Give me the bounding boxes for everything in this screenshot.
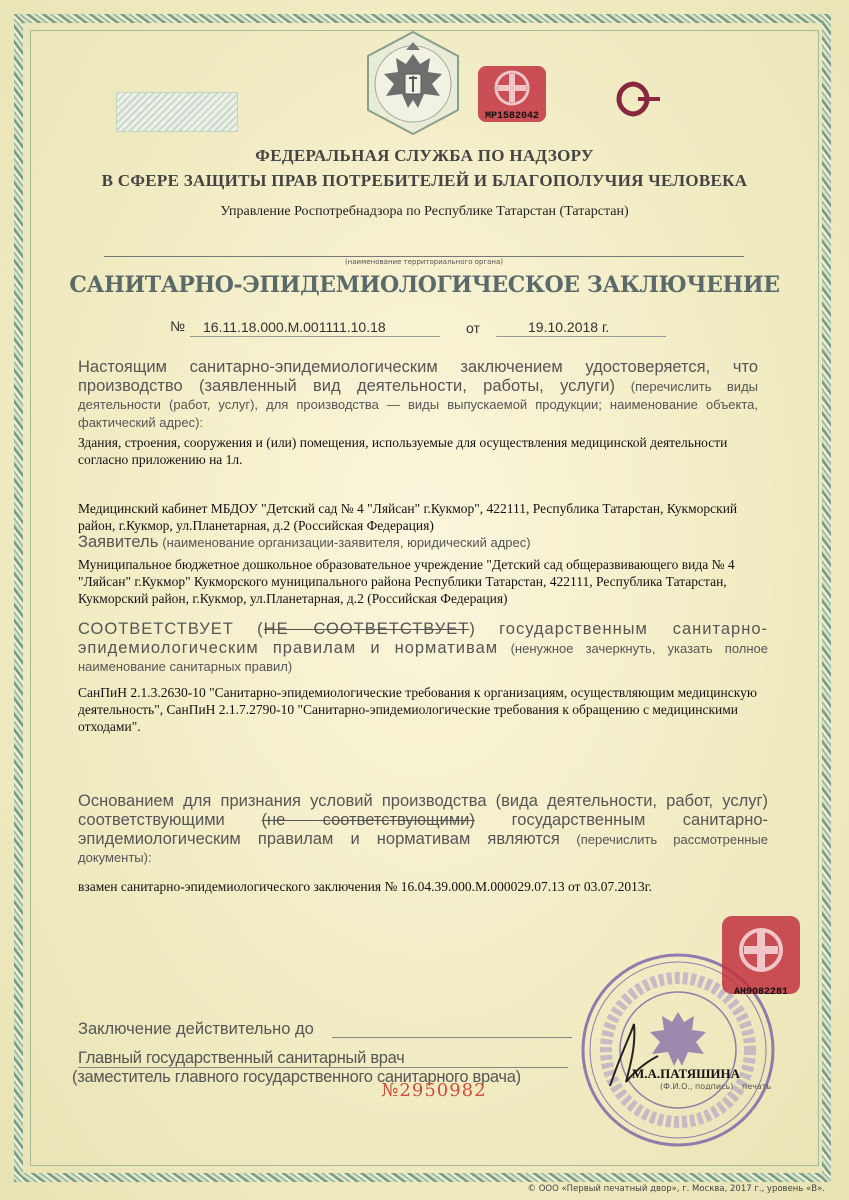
territorial-body-caption: (наименование территориального органа)	[344, 258, 504, 266]
printer-info: © ООО «Первый печатный двор», г. Москва, 2017 г., уровень «В».	[527, 1184, 825, 1194]
intro-paragraph	[78, 358, 758, 432]
territorial-body: Управление Роспотребнадзора по Республике Татарстан (Татарстан)	[220, 204, 629, 219]
basis-paragraph	[78, 792, 768, 867]
complies-word: СООТВЕТСТВУЕТ	[78, 620, 234, 638]
complies-paragraph: СООТВЕТСТВУЕТ (НЕ СООТВЕТСТВУЕТ) государственным санитарно-эпидемиологическим правилам и нормативам (ненужное зачеркнуть, указать полное наименование санитарных правил)	[78, 620, 769, 674]
guilloche-pattern	[116, 92, 238, 132]
basis-start: Основанием для признания условий производства (вида деятельности, работ, услуг) соответствующими	[78, 792, 768, 829]
document-number: 16.11.18.000.М.001111.10.18	[203, 319, 386, 335]
blank-number: №2950982	[381, 1080, 487, 1101]
signer-caption: (Ф.И.О., подпись)	[660, 1082, 734, 1091]
hologram-code-2: АН9082281	[733, 987, 788, 998]
agency-line-1: ФЕДЕРАЛЬНАЯ СЛУЖБА ПО НАДЗОРУ	[255, 146, 594, 165]
basis-end: государственным санитарно-эпидемиологическим правилам и нормативам являются	[78, 811, 768, 848]
number-label: №	[170, 318, 186, 334]
object-text: Медицинский кабинет МБДОУ "Детский сад № 4 "Ляйсан" г.Кукмор", 422111, Республика Татарстан, Кукморский район, г.Кукмор, ул.Планетарная, д.2 (Российская Федерация)	[78, 501, 738, 533]
valid-until-label: Заключение действительно до	[78, 1020, 314, 1038]
intro-caption: (перечислить виды деятельности (работ, услуг), для производства — виды выпускаемой продукции; наименование объекта, фактический адрес):	[78, 379, 758, 430]
applicant-label: Заявитель	[78, 533, 159, 551]
applicant-row	[78, 533, 531, 552]
complies-caption: (ненужное зачеркнуть, указать полное наименование санитарных правил)	[78, 641, 769, 674]
se-mark	[598, 76, 668, 122]
chief-doctor: Главный государственный санитарный врач	[78, 1049, 405, 1067]
date-underline	[496, 336, 666, 337]
basis-caption: (перечислить рассмотренные документы):	[78, 832, 768, 865]
basis-strike: (не соответствующими)	[261, 811, 475, 829]
not-complies-word: НЕ СООТВЕТСТВУЕТ	[263, 620, 470, 638]
emblem	[358, 28, 468, 138]
rules-text: СанПиН 2.1.3.2630-10 "Санитарно-эпидемиологические требования к организациям, осуществляющим медицинскую деятельность", СанПиН 2.1.7.2790-10 "Санитарно-эпидемиологические требования к обращению с медицинскими отходами".	[78, 685, 757, 734]
deputy-title: (заместитель главного государственного санитарного врача)	[72, 1068, 521, 1086]
number-underline	[190, 336, 440, 337]
divider	[104, 256, 744, 257]
basis-documents: взамен санитарно-эпидемиологического заключения № 16.04.39.000.М.000029.07.13 от 03.07.2013г.	[78, 879, 652, 894]
hologram-sticker-2	[718, 912, 804, 1000]
valid-until-line	[332, 1037, 572, 1038]
activity-text: Здания, строения, сооружения и (или) помещения, используемые для осуществления медицинской деятельности согласно приложению на 1л.	[78, 435, 728, 467]
agency-line-2: В СФЕРЕ ЗАЩИТЫ ПРАВ ПОТРЕБИТЕЛЕЙ И БЛАГОПОЛУЧИЯ ЧЕЛОВЕКА	[101, 171, 748, 190]
stamp-caption: печать	[742, 1082, 772, 1091]
hologram-code: МР1582042	[484, 111, 539, 122]
document-title: САНИТАРНО-ЭПИДЕМИОЛОГИЧЕСКОЕ ЗАКЛЮЧЕНИЕ	[69, 272, 780, 298]
russian-double-headed-eagle-icon	[358, 28, 468, 138]
intro-text: Настоящим санитарно-эпидемиологическим заключением удостоверяется, что производство (заявленный вид деятельности, работы, услуги)	[78, 358, 758, 395]
se-conformity-mark-icon	[598, 76, 668, 122]
applicant-text: Муниципальное бюджетное дошкольное образовательное учреждение "Детский сад общеразвивающего вида № 4 "Ляйсан" г.Кукмор" Кукморского муниципального района Республики Татарстан, 422111, Республика Татарстан, Кукморский район, г.Кукмор, ул.Планетарная, д.2 (Российская Федерация)	[78, 557, 735, 606]
complies-rest: государственным санитарно-эпидемиологическим правилам и нормативам	[78, 620, 769, 657]
applicant-caption: (наименование организации-заявителя, юридический адрес)	[162, 535, 531, 550]
date-label: от	[466, 320, 480, 336]
signature-line	[78, 1067, 568, 1068]
signer-name: М.А.ПАТЯШИНА	[632, 1066, 740, 1081]
hologram-sticker	[476, 64, 548, 124]
document-date: 19.10.2018 г.	[528, 319, 610, 335]
